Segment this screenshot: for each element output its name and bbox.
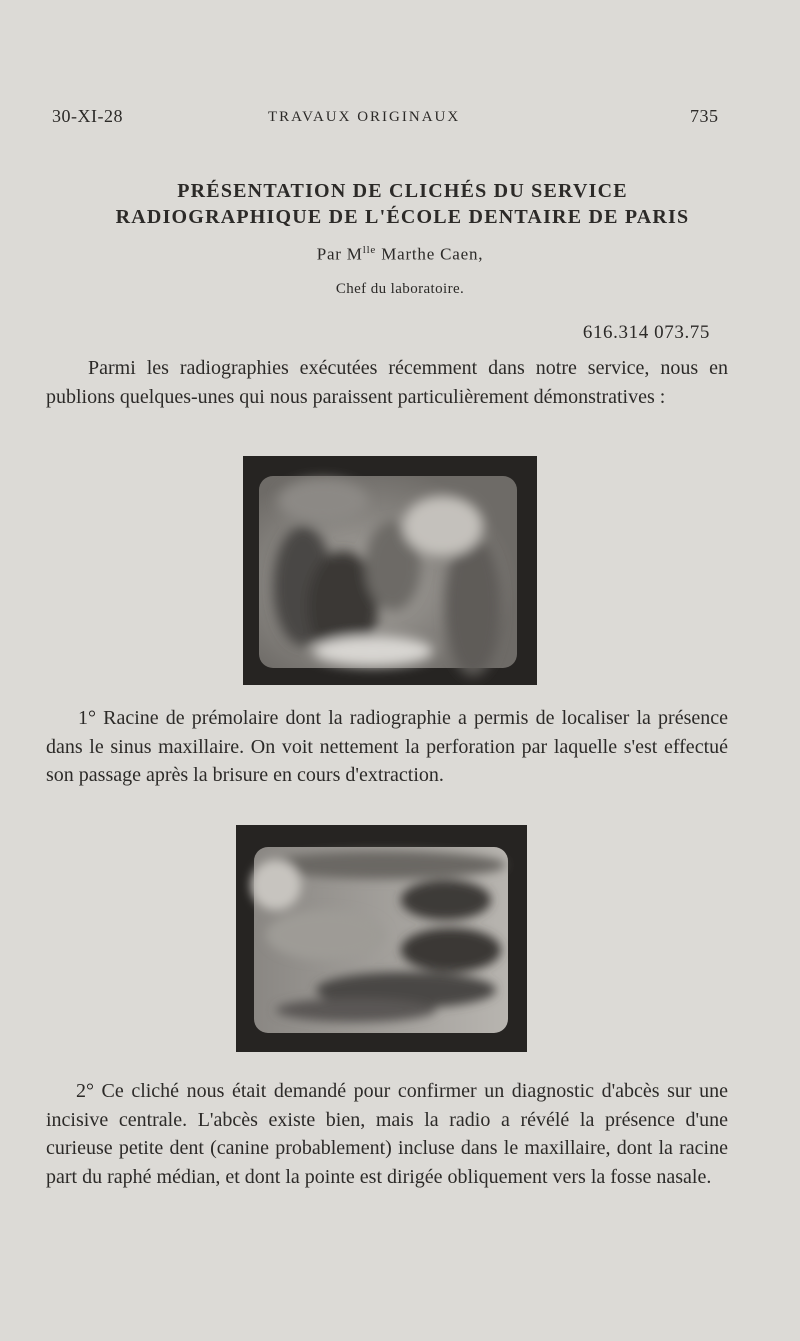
author-line — [0, 244, 800, 265]
case-2-paragraph — [46, 1077, 728, 1192]
article-title-line-2: RADIOGRAPHIQUE DE L'ÉCOLE DENTAIRE DE PARIS — [115, 206, 690, 228]
header-date: 30-XI-28 — [52, 106, 123, 126]
intro-text: Parmi les radiographies exécutées récemment dans notre service, nous en publions quelques-unes qui nous paraissent particulièrement démonstratives : — [46, 357, 728, 408]
author-role: Chef du laboratoire. — [335, 281, 465, 297]
running-header — [0, 106, 800, 132]
case-2-text: 2° Ce cliché nous était demandé pour confirmer un diagnostic d'abcès sur une incisive centrale. L'abcès existe bien, mais la radio a révélé la présence d'une curieuse petite dent (canine probablement) incluse dans le maxillaire, dont la racine part du raphé médian, et dont la pointe est dirigée obliquement vers la fosse nasale. — [46, 1080, 728, 1189]
radiograph-2-image — [236, 825, 527, 1052]
case-1-paragraph — [46, 704, 728, 790]
header-section: TRAVAUX ORIGINAUX — [268, 109, 461, 125]
radiograph-2 — [236, 825, 527, 1052]
radiograph-1 — [243, 456, 537, 685]
article-title-line-1: PRÉSENTATION DE CLICHÉS DU SERVICE — [177, 180, 628, 202]
classification-number: 616.314 073.75 — [582, 322, 710, 343]
author-name: Marthe Caen, — [381, 244, 484, 264]
author-prefix: Par M — [316, 244, 363, 264]
intro-paragraph — [46, 354, 728, 411]
case-1-text: 1° Racine de prémolaire dont la radiographie a permis de localiser la présence dans le sinus maxillaire. On voit nettement la perforation par laquelle s'est effectué son passage après la brisure en cours d'extraction. — [46, 707, 728, 787]
author-title-sup: lle — [362, 244, 377, 256]
radiograph-1-image — [243, 456, 537, 685]
page-number: 735 — [690, 106, 719, 126]
